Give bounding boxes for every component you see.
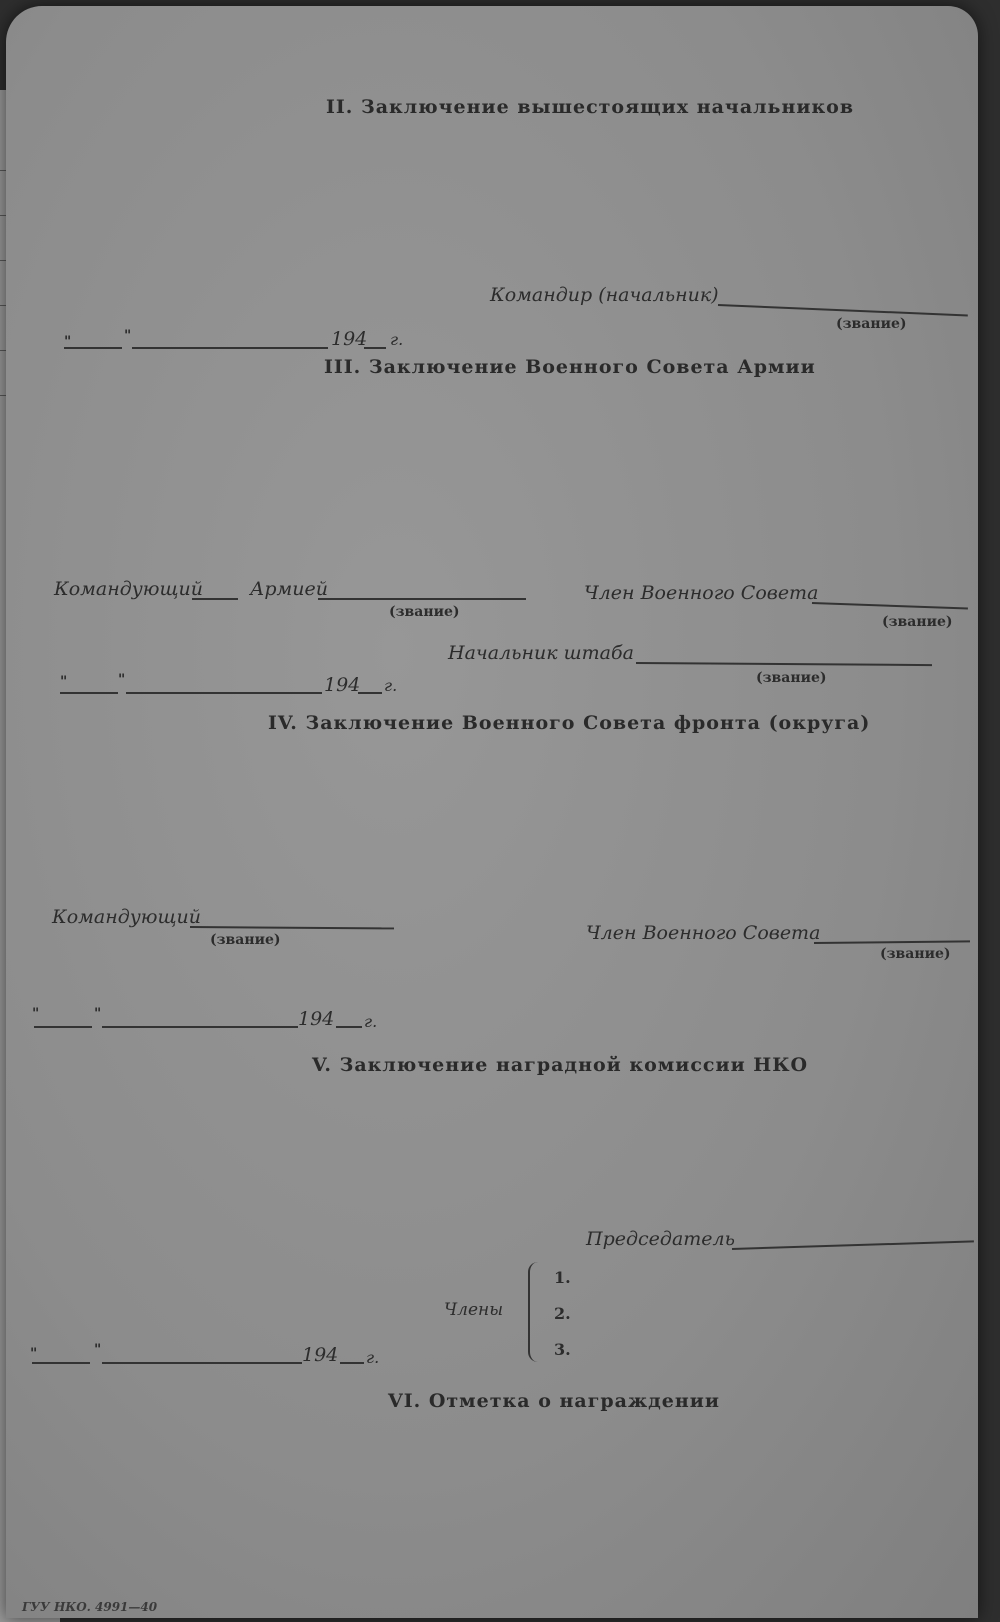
date-quote-open-4: " [30, 1346, 38, 1362]
award-form-page [6, 6, 978, 1618]
section-6-heading: VI. Отметка о награждении [388, 1390, 720, 1412]
member-2-number: 2. [554, 1304, 571, 1323]
chief-of-staff-rank-label: (звание) [756, 670, 827, 686]
date-quote-open-3: " [32, 1006, 40, 1022]
members-label: Члены [444, 1300, 504, 1320]
commander-chief-label: Командир (начальник) [490, 284, 719, 306]
date-month-line-4[interactable] [102, 1362, 302, 1364]
member-3-number: 3. [554, 1340, 571, 1359]
date-quote-open-1: " [64, 334, 72, 350]
date-quote-close-4: " [94, 1342, 102, 1358]
front-council-member-label: Член Военного Совета [586, 922, 821, 944]
chief-of-staff-signature-line[interactable] [636, 662, 932, 666]
date-day-line-2[interactable] [60, 692, 118, 694]
army-council-member-label: Член Военного Совета [584, 582, 819, 604]
chairman-signature-line[interactable] [732, 1240, 974, 1250]
date-year-prefix-3: 194 [298, 1008, 335, 1030]
date-year-line-2[interactable] [358, 692, 382, 694]
section-4-heading: IV. Заключение Военного Совета фронта (округа) [268, 712, 871, 734]
chairman-label: Председатель [586, 1228, 735, 1250]
front-commander-signature-line[interactable] [190, 926, 394, 929]
date-year-suffix-1: г. [390, 330, 404, 349]
date-month-line-2[interactable] [126, 692, 322, 694]
chief-of-staff-label: Начальник штаба [448, 642, 634, 664]
date-year-line-4[interactable] [340, 1362, 364, 1364]
section-2-heading: II. Заключение вышестоящих начальников [326, 96, 855, 118]
date-year-prefix-1: 194 [331, 328, 368, 350]
date-day-line-1[interactable] [64, 347, 122, 349]
front-council-member-rank-label: (звание) [880, 946, 951, 962]
section-3-heading: III. Заключение Военного Совета Армии [324, 356, 816, 378]
front-commander-rank-label: (звание) [210, 932, 281, 948]
date-month-line-3[interactable] [102, 1026, 298, 1028]
members-brace [528, 1262, 544, 1362]
date-year-prefix-4: 194 [302, 1344, 339, 1366]
army-commander-rank-label: (звание) [389, 604, 460, 620]
date-year-suffix-4: г. [366, 1348, 380, 1367]
front-commanding-label: Командующий [52, 906, 202, 928]
date-year-prefix-2: 194 [324, 674, 361, 696]
date-year-line-1[interactable] [364, 347, 386, 349]
date-year-suffix-3: г. [364, 1012, 378, 1031]
date-quote-open-2: " [60, 674, 68, 690]
date-month-line-1[interactable] [132, 347, 328, 349]
army-label: Армией [250, 578, 329, 600]
date-day-line-3[interactable] [34, 1026, 92, 1028]
front-council-member-signature-line[interactable] [814, 940, 970, 944]
date-quote-close-1: " [124, 328, 132, 344]
army-council-member-rank-label: (звание) [882, 614, 953, 630]
army-commanding-gap-line [192, 598, 238, 600]
date-year-suffix-2: г. [384, 676, 398, 695]
army-commanding-label: Командующий [54, 578, 204, 600]
army-council-member-signature-line[interactable] [812, 602, 968, 609]
commander-chief-signature-line[interactable] [718, 304, 968, 316]
date-year-line-3[interactable] [336, 1026, 362, 1028]
member-1-number: 1. [554, 1268, 571, 1287]
date-quote-close-2: " [118, 672, 126, 688]
section-5-heading: V. Заключение наградной комиссии НКО [312, 1054, 809, 1076]
army-commander-signature-line[interactable] [318, 598, 526, 600]
date-day-line-4[interactable] [32, 1362, 90, 1364]
date-quote-close-3: " [94, 1006, 102, 1022]
commander-chief-rank-label: (звание) [836, 316, 907, 332]
print-mark: ГУУ НКО. 4991—40 [22, 1600, 158, 1614]
